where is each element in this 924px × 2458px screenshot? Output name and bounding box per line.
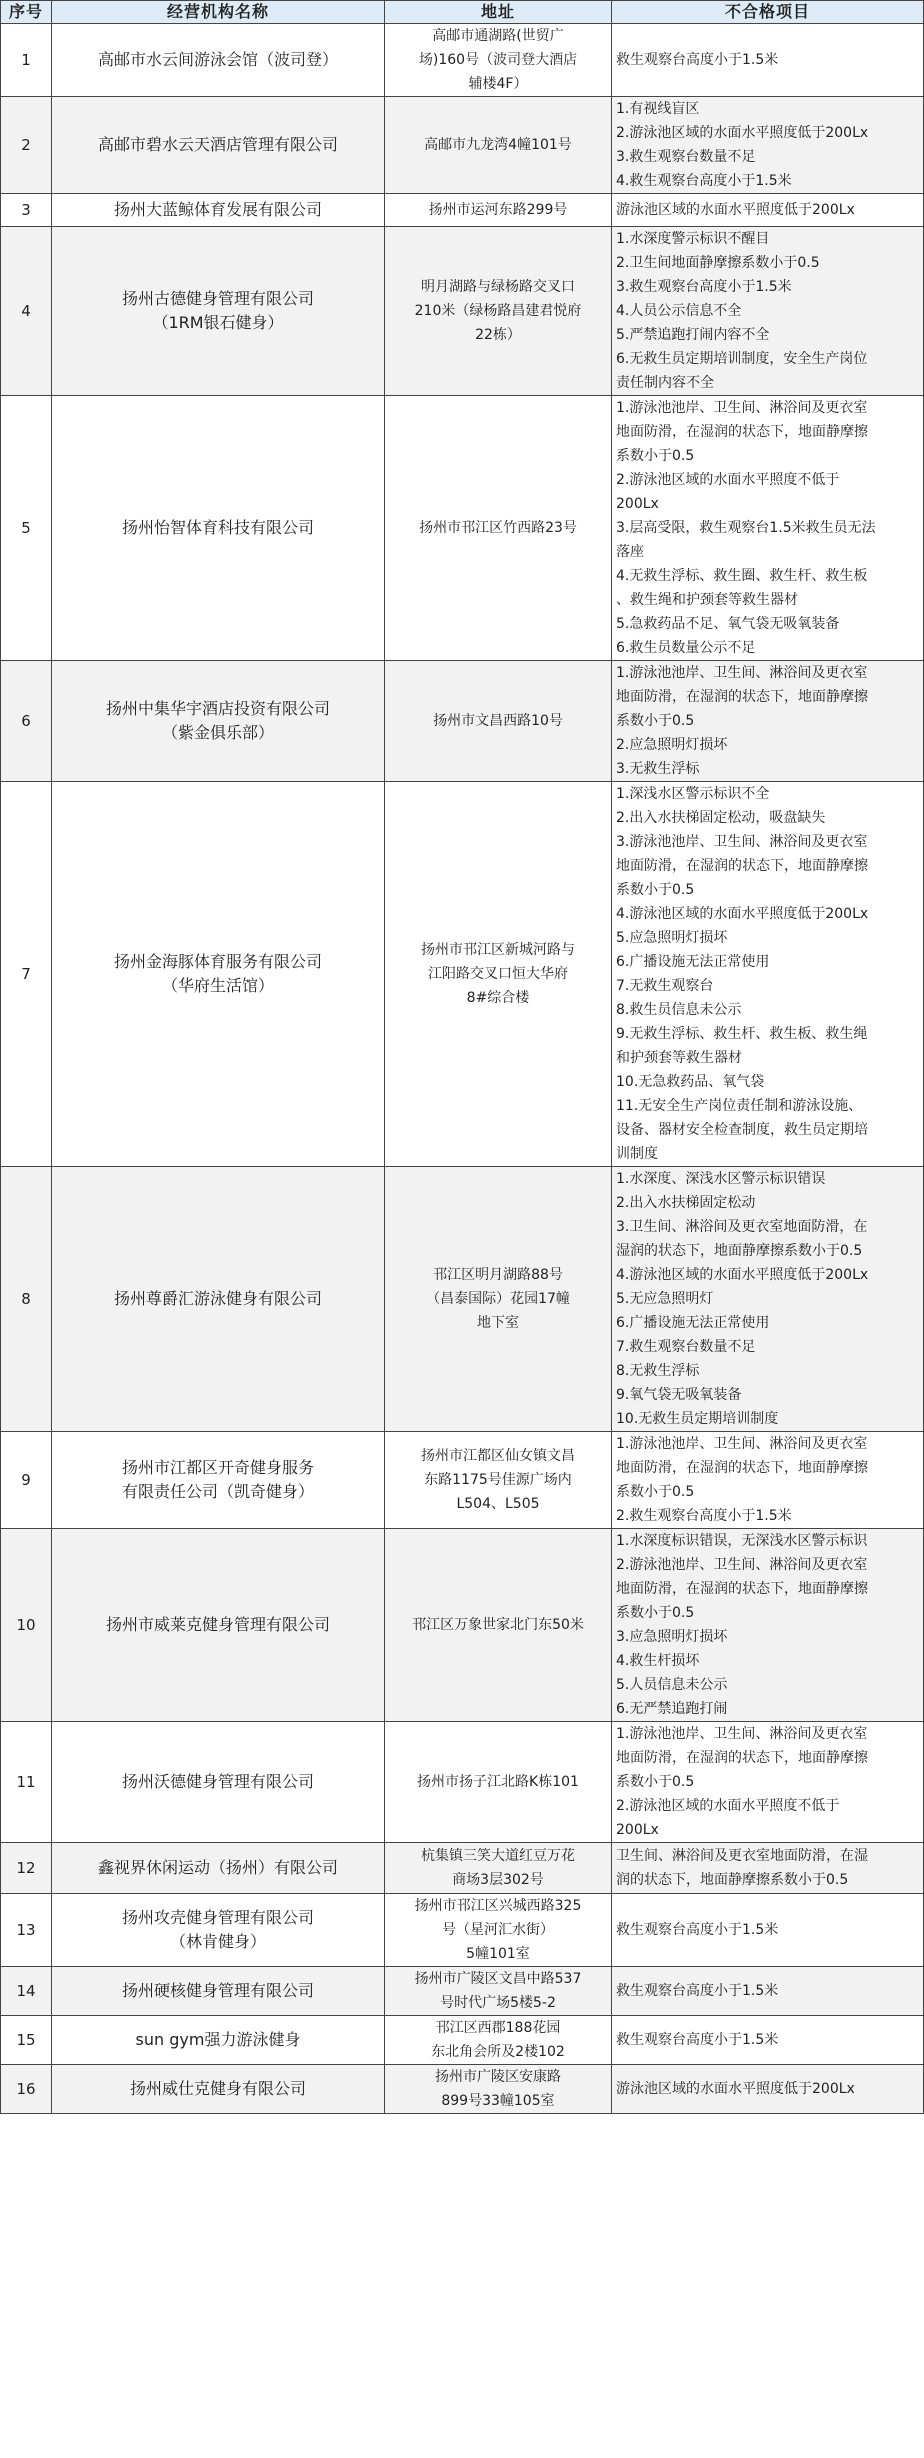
noncompliance-items: [612, 1529, 924, 1722]
noncompliance-items-line: 救生观察台高度小于1.5米: [616, 1922, 779, 1938]
table-row: [1, 396, 924, 661]
business-name-line: 有限责任公司（凯奇健身）: [121, 1482, 314, 1501]
noncompliance-items-line: 10.无救生员定期培训制度: [616, 1411, 779, 1427]
noncompliance-items-line: 1.水深度标识错误，无深浅水区警示标识: [616, 1533, 868, 1549]
table-row: [1, 1432, 924, 1529]
noncompliance-items-line: 5.急救药品不足、氧气袋无吸氧装备: [616, 616, 840, 632]
noncompliance-items: [612, 661, 924, 782]
noncompliance-items-line: 1.游泳池池岸、卫生间、淋浴间及更衣室: [616, 1436, 868, 1452]
business-name-line: 扬州沃德健身管理有限公司: [121, 1772, 314, 1791]
business-address-line: 商场3层302号: [452, 1872, 544, 1888]
row-number: 5: [1, 396, 52, 661]
business-name-line: 扬州古德健身管理有限公司: [121, 289, 314, 308]
business-address-line: （昌泰国际）花园17幢: [426, 1291, 570, 1307]
noncompliance-items-line: 和护颈套等救生器材: [616, 1050, 742, 1066]
noncompliance-items-line: 5.应急照明灯损坏: [616, 930, 728, 946]
noncompliance-items-line: 2.游泳池区域的水面水平照度低于200Lx: [616, 125, 869, 141]
noncompliance-items-line: 4.救生杆损坏: [616, 1653, 700, 1669]
business-name-line: （林肯健身）: [169, 1932, 266, 1951]
noncompliance-items-line: 5.无应急照明灯: [616, 1291, 714, 1307]
business-name: [52, 97, 385, 194]
business-name-line: 高邮市水云间游泳会馆（波司登）: [97, 50, 338, 69]
noncompliance-items-line: 1.水深度警示标识不醒目: [616, 231, 770, 247]
business-address-line: 杭集镇三笑大道红豆万花: [421, 1848, 575, 1864]
noncompliance-items-line: 4.救生观察台高度小于1.5米: [616, 173, 792, 189]
noncompliance-items-line: 地面防滑，在湿润的状态下，地面静摩擦: [616, 1581, 868, 1597]
business-name: [52, 782, 385, 1167]
business-address-line: 22栋）: [475, 327, 521, 343]
noncompliance-items: [612, 227, 924, 396]
business-name-line: 扬州市江都区开奇健身服务: [121, 1458, 314, 1477]
business-name-line: （紫金俱乐部）: [161, 723, 274, 742]
noncompliance-items-line: 200Lx: [616, 1822, 659, 1838]
business-address: [385, 1529, 612, 1722]
business-address-line: 5幢101室: [466, 1946, 530, 1962]
row-number: 15: [1, 2016, 52, 2065]
business-address: [385, 1967, 612, 2016]
noncompliance-items-line: 地面防滑，在湿润的状态下，地面静摩擦: [616, 689, 868, 705]
noncompliance-items: [612, 2065, 924, 2114]
table-row: [1, 1967, 924, 2016]
noncompliance-items-line: 2.卫生间地面静摩擦系数小于0.5: [616, 255, 820, 271]
business-name-line: 扬州怡智体育科技有限公司: [121, 518, 314, 537]
business-name-line: 扬州攻壳健身管理有限公司: [121, 1908, 314, 1927]
business-address-line: 扬州市广陵区安康路: [435, 2069, 561, 2085]
business-name: [52, 24, 385, 97]
business-address-line: 场)160号（波司登大酒店: [418, 52, 578, 68]
noncompliance-items-line: 7.无救生观察台: [616, 978, 714, 994]
row-number: 3: [1, 194, 52, 227]
business-address-line: 邗江区明月湖路88号: [433, 1267, 563, 1283]
business-address-line: 明月湖路与绿杨路交叉口: [421, 279, 575, 295]
business-address-line: 江阳路交叉口恒大华府: [428, 966, 568, 982]
noncompliance-items-line: 救生观察台高度小于1.5米: [616, 52, 779, 68]
business-name-line: 扬州大蓝鲸体育发展有限公司: [113, 200, 322, 219]
header-issues: 不合格项目: [612, 1, 924, 24]
business-address-line: 号时代广场5楼5-2: [440, 1995, 556, 2011]
row-number: 9: [1, 1432, 52, 1529]
noncompliance-items: [612, 396, 924, 661]
noncompliance-items-line: 、救生绳和护颈套等救生器材: [616, 592, 798, 608]
noncompliance-items-line: 救生观察台高度小于1.5米: [616, 2032, 779, 2048]
business-name: [52, 1432, 385, 1529]
noncompliance-items-line: 地面防滑，在湿润的状态下，地面静摩擦: [616, 1750, 868, 1766]
noncompliance-items-line: 地面防滑，在湿润的状态下，地面静摩擦: [616, 858, 868, 874]
table-row: [1, 24, 924, 97]
row-number: 13: [1, 1894, 52, 1967]
business-address: [385, 1894, 612, 1967]
noncompliance-items-line: 润的状态下，地面静摩擦系数小于0.5: [616, 1872, 849, 1888]
noncompliance-items-line: 1.游泳池池岸、卫生间、淋浴间及更衣室: [616, 400, 868, 416]
table-row: [1, 97, 924, 194]
header-name: 经营机构名称: [52, 1, 385, 24]
noncompliance-items: [612, 1967, 924, 2016]
business-address-line: 邗江区万象世家北门东50米: [412, 1617, 584, 1633]
business-address: [385, 1432, 612, 1529]
business-address-line: L504、L505: [456, 1496, 540, 1512]
business-address-line: 扬州市邗江区兴城西路325: [414, 1898, 582, 1914]
noncompliance-items-line: 1.有视线盲区: [616, 101, 700, 117]
noncompliance-items-line: 2.救生观察台高度小于1.5米: [616, 1508, 792, 1524]
business-address-line: 邗江区西郡188花园: [435, 2020, 561, 2036]
business-name-line: 扬州市威莱克健身管理有限公司: [105, 1615, 330, 1634]
noncompliance-items-line: 2.出入水扶梯固定松动，吸盘缺失: [616, 810, 826, 826]
noncompliance-items-line: 6.广播设施无法正常使用: [616, 1315, 770, 1331]
noncompliance-items: [612, 97, 924, 194]
business-name: [52, 194, 385, 227]
business-address: [385, 24, 612, 97]
noncompliance-items-line: 系数小于0.5: [616, 882, 695, 898]
table-row: [1, 782, 924, 1167]
noncompliance-items-line: 1.深浅水区警示标识不全: [616, 786, 770, 802]
noncompliance-items: [612, 194, 924, 227]
business-name: [52, 1529, 385, 1722]
noncompliance-items-line: 5.人员信息未公示: [616, 1677, 728, 1693]
noncompliance-items-line: 7.救生观察台数量不足: [616, 1339, 756, 1355]
row-number: 7: [1, 782, 52, 1167]
business-address-line: 899号33幢105室: [441, 2093, 555, 2109]
business-address-line: 扬州市江都区仙女镇文昌: [421, 1448, 575, 1464]
business-name-line: 扬州硬核健身管理有限公司: [121, 1981, 314, 2000]
noncompliance-items-line: 6.无严禁追跑打闹: [616, 1701, 728, 1717]
business-address-line: 号（星河汇水街）: [442, 1922, 554, 1938]
noncompliance-items-line: 卫生间、淋浴间及更衣室地面防滑，在湿: [616, 1848, 868, 1864]
noncompliance-items: [612, 1894, 924, 1967]
row-number: 4: [1, 227, 52, 396]
business-address: [385, 97, 612, 194]
noncompliance-items-line: 6.无救生员定期培训制度，安全生产岗位: [616, 351, 868, 367]
noncompliance-items-line: 10.无急救药品、氧气袋: [616, 1074, 765, 1090]
business-address: [385, 782, 612, 1167]
noncompliance-items: [612, 2016, 924, 2065]
business-address: [385, 661, 612, 782]
noncompliance-items-line: 游泳池区域的水面水平照度低于200Lx: [616, 202, 855, 218]
noncompliance-items-line: 2.游泳池池岸、卫生间、淋浴间及更衣室: [616, 1557, 868, 1573]
noncompliance-items-line: 3.层高受限，救生观察台1.5米救生员无法: [616, 520, 876, 536]
noncompliance-items-line: 9.氧气袋无吸氧装备: [616, 1387, 742, 1403]
noncompliance-items-line: 3.无救生浮标: [616, 761, 700, 777]
noncompliance-items-line: 1.水深度、深浅水区警示标识错误: [616, 1171, 826, 1187]
noncompliance-items-line: 9.无救生浮标、救生杆、救生板、救生绳: [616, 1026, 868, 1042]
noncompliance-items-line: 系数小于0.5: [616, 1774, 695, 1790]
business-address-line: 8#综合楼: [466, 990, 530, 1006]
noncompliance-items-line: 2.游泳池区域的水面水平照度不低于: [616, 1798, 840, 1814]
business-address: [385, 2016, 612, 2065]
noncompliance-items-line: 系数小于0.5: [616, 1484, 695, 1500]
business-address-line: 高邮市通湖路(世贸广: [432, 28, 564, 44]
noncompliance-items: [612, 24, 924, 97]
business-address-line: 东路1175号佳源广场内: [424, 1472, 572, 1488]
business-name: [52, 1894, 385, 1967]
business-address: [385, 396, 612, 661]
noncompliance-items-line: 湿润的状态下，地面静摩擦系数小于0.5: [616, 1243, 863, 1259]
business-name-line: 扬州尊爵汇游泳健身有限公司: [113, 1289, 322, 1308]
noncompliance-items-line: 8.救生员信息未公示: [616, 1002, 742, 1018]
row-number: 14: [1, 1967, 52, 2016]
business-name-line: 扬州威仕克健身有限公司: [129, 2079, 306, 2098]
noncompliance-items: [612, 1722, 924, 1843]
noncompliance-items-line: 3.游泳池池岸、卫生间、淋浴间及更衣室: [616, 834, 868, 850]
business-name-line: 高邮市碧水云天酒店管理有限公司: [97, 135, 338, 154]
business-address-line: 扬州市邗江区新城河路与: [421, 942, 575, 958]
table-body: [1, 24, 924, 2114]
business-name-line: 鑫视界休闲运动（扬州）有限公司: [97, 1858, 338, 1877]
noncompliance-items-line: 200Lx: [616, 496, 659, 512]
business-address: [385, 227, 612, 396]
noncompliance-items-line: 2.应急照明灯损坏: [616, 737, 728, 753]
noncompliance-items-line: 游泳池区域的水面水平照度低于200Lx: [616, 2081, 855, 2097]
header-address: 地址: [385, 1, 612, 24]
table-row: [1, 1894, 924, 1967]
noncompliance-items-line: 训制度: [616, 1146, 658, 1162]
table-row: [1, 194, 924, 227]
noncompliance-items-line: 3.救生观察台高度小于1.5米: [616, 279, 792, 295]
business-address: [385, 194, 612, 227]
noncompliance-items-line: 3.卫生间、淋浴间及更衣室地面防滑，在: [616, 1219, 868, 1235]
noncompliance-items-line: 4.无救生浮标、救生圈、救生杆、救生板: [616, 568, 868, 584]
row-number: 1: [1, 24, 52, 97]
business-name: [52, 2065, 385, 2114]
business-address-line: 扬州市广陵区文昌中路537: [414, 1971, 582, 1987]
business-name-line: （华府生活馆）: [161, 976, 274, 995]
table-row: [1, 1722, 924, 1843]
business-address-line: 地下室: [477, 1315, 519, 1331]
table-row: [1, 1843, 924, 1894]
business-name: [52, 1722, 385, 1843]
table-header: [1, 1, 924, 24]
noncompliance-items-line: 8.无救生浮标: [616, 1363, 700, 1379]
business-name: [52, 1843, 385, 1894]
business-name-line: 扬州金海豚体育服务有限公司: [113, 952, 322, 971]
row-number: 16: [1, 2065, 52, 2114]
header-row: [1, 1, 924, 24]
noncompliance-items-line: 6.广播设施无法正常使用: [616, 954, 770, 970]
business-address: [385, 1167, 612, 1432]
business-address-line: 扬州市运河东路299号: [428, 202, 568, 218]
noncompliance-items-line: 6.救生员数量公示不足: [616, 640, 756, 656]
header-no: 序号: [1, 1, 52, 24]
row-number: 6: [1, 661, 52, 782]
business-address-line: 210米（绿杨路昌建君悦府: [414, 303, 582, 319]
noncompliance-items-line: 系数小于0.5: [616, 713, 695, 729]
business-address-line: 高邮市九龙湾4幢101号: [424, 137, 572, 153]
noncompliance-items-line: 11.无安全生产岗位责任制和游泳设施、: [616, 1098, 863, 1114]
row-number: 8: [1, 1167, 52, 1432]
business-address-line: 东北角会所及2楼102: [431, 2044, 565, 2060]
business-address-line: 扬州市文昌西路10号: [433, 713, 563, 729]
noncompliance-items-line: 3.救生观察台数量不足: [616, 149, 756, 165]
business-address: [385, 1843, 612, 1894]
business-name: [52, 1967, 385, 2016]
business-name: [52, 2016, 385, 2065]
noncompliance-items-line: 系数小于0.5: [616, 1605, 695, 1621]
noncompliance-items-line: 2.出入水扶梯固定松动: [616, 1195, 756, 1211]
noncompliance-items-line: 3.应急照明灯损坏: [616, 1629, 728, 1645]
business-name-line: （1RM银石健身）: [152, 313, 284, 332]
noncompliance-items-line: 责任制内容不全: [616, 375, 714, 391]
row-number: 12: [1, 1843, 52, 1894]
noncompliance-items-line: 4.游泳池区域的水面水平照度低于200Lx: [616, 906, 869, 922]
noncompliance-items-line: 地面防滑，在湿润的状态下，地面静摩擦: [616, 1460, 868, 1476]
noncompliance-items: [612, 1167, 924, 1432]
table-row: [1, 227, 924, 396]
noncompliance-items-line: 2.游泳池区域的水面水平照度不低于: [616, 472, 840, 488]
noncompliance-items-line: 5.严禁追跑打闹内容不全: [616, 327, 770, 343]
business-address-line: 辅楼4F）: [468, 76, 528, 92]
table-row: [1, 1529, 924, 1722]
noncompliance-items-line: 救生观察台高度小于1.5米: [616, 1983, 779, 1999]
noncompliance-items-line: 1.游泳池池岸、卫生间、淋浴间及更衣室: [616, 665, 868, 681]
business-name: [52, 1167, 385, 1432]
table-row: [1, 2016, 924, 2065]
noncompliance-items-line: 1.游泳池池岸、卫生间、淋浴间及更衣室: [616, 1726, 868, 1742]
noncompliance-items-line: 4.游泳池区域的水面水平照度低于200Lx: [616, 1267, 869, 1283]
business-address: [385, 1722, 612, 1843]
business-address-line: 扬州市扬子江北路K栋101: [417, 1774, 579, 1790]
noncompliance-items-line: 系数小于0.5: [616, 448, 695, 464]
noncompliance-items: [612, 1432, 924, 1529]
table-row: [1, 2065, 924, 2114]
business-address-line: 扬州市邗江区竹西路23号: [419, 520, 577, 536]
table-row: [1, 661, 924, 782]
noncompliance-items-line: 4.人员公示信息不全: [616, 303, 742, 319]
noncompliance-items-line: 地面防滑，在湿润的状态下，地面静摩擦: [616, 424, 868, 440]
business-address: [385, 2065, 612, 2114]
business-name: [52, 396, 385, 661]
business-name: [52, 661, 385, 782]
noncompliance-items: [612, 1843, 924, 1894]
business-name-line: sun gym强力游泳健身: [135, 2030, 301, 2049]
business-name: [52, 227, 385, 396]
noncompliance-items-line: 设备、器材安全检查制度，救生员定期培: [616, 1122, 868, 1138]
noncompliance-items: [612, 782, 924, 1167]
business-name-line: 扬州中集华宇酒店投资有限公司: [105, 699, 330, 718]
noncompliance-items-line: 落座: [616, 544, 644, 560]
table-row: [1, 1167, 924, 1432]
row-number: 10: [1, 1529, 52, 1722]
row-number: 2: [1, 97, 52, 194]
row-number: 11: [1, 1722, 52, 1843]
